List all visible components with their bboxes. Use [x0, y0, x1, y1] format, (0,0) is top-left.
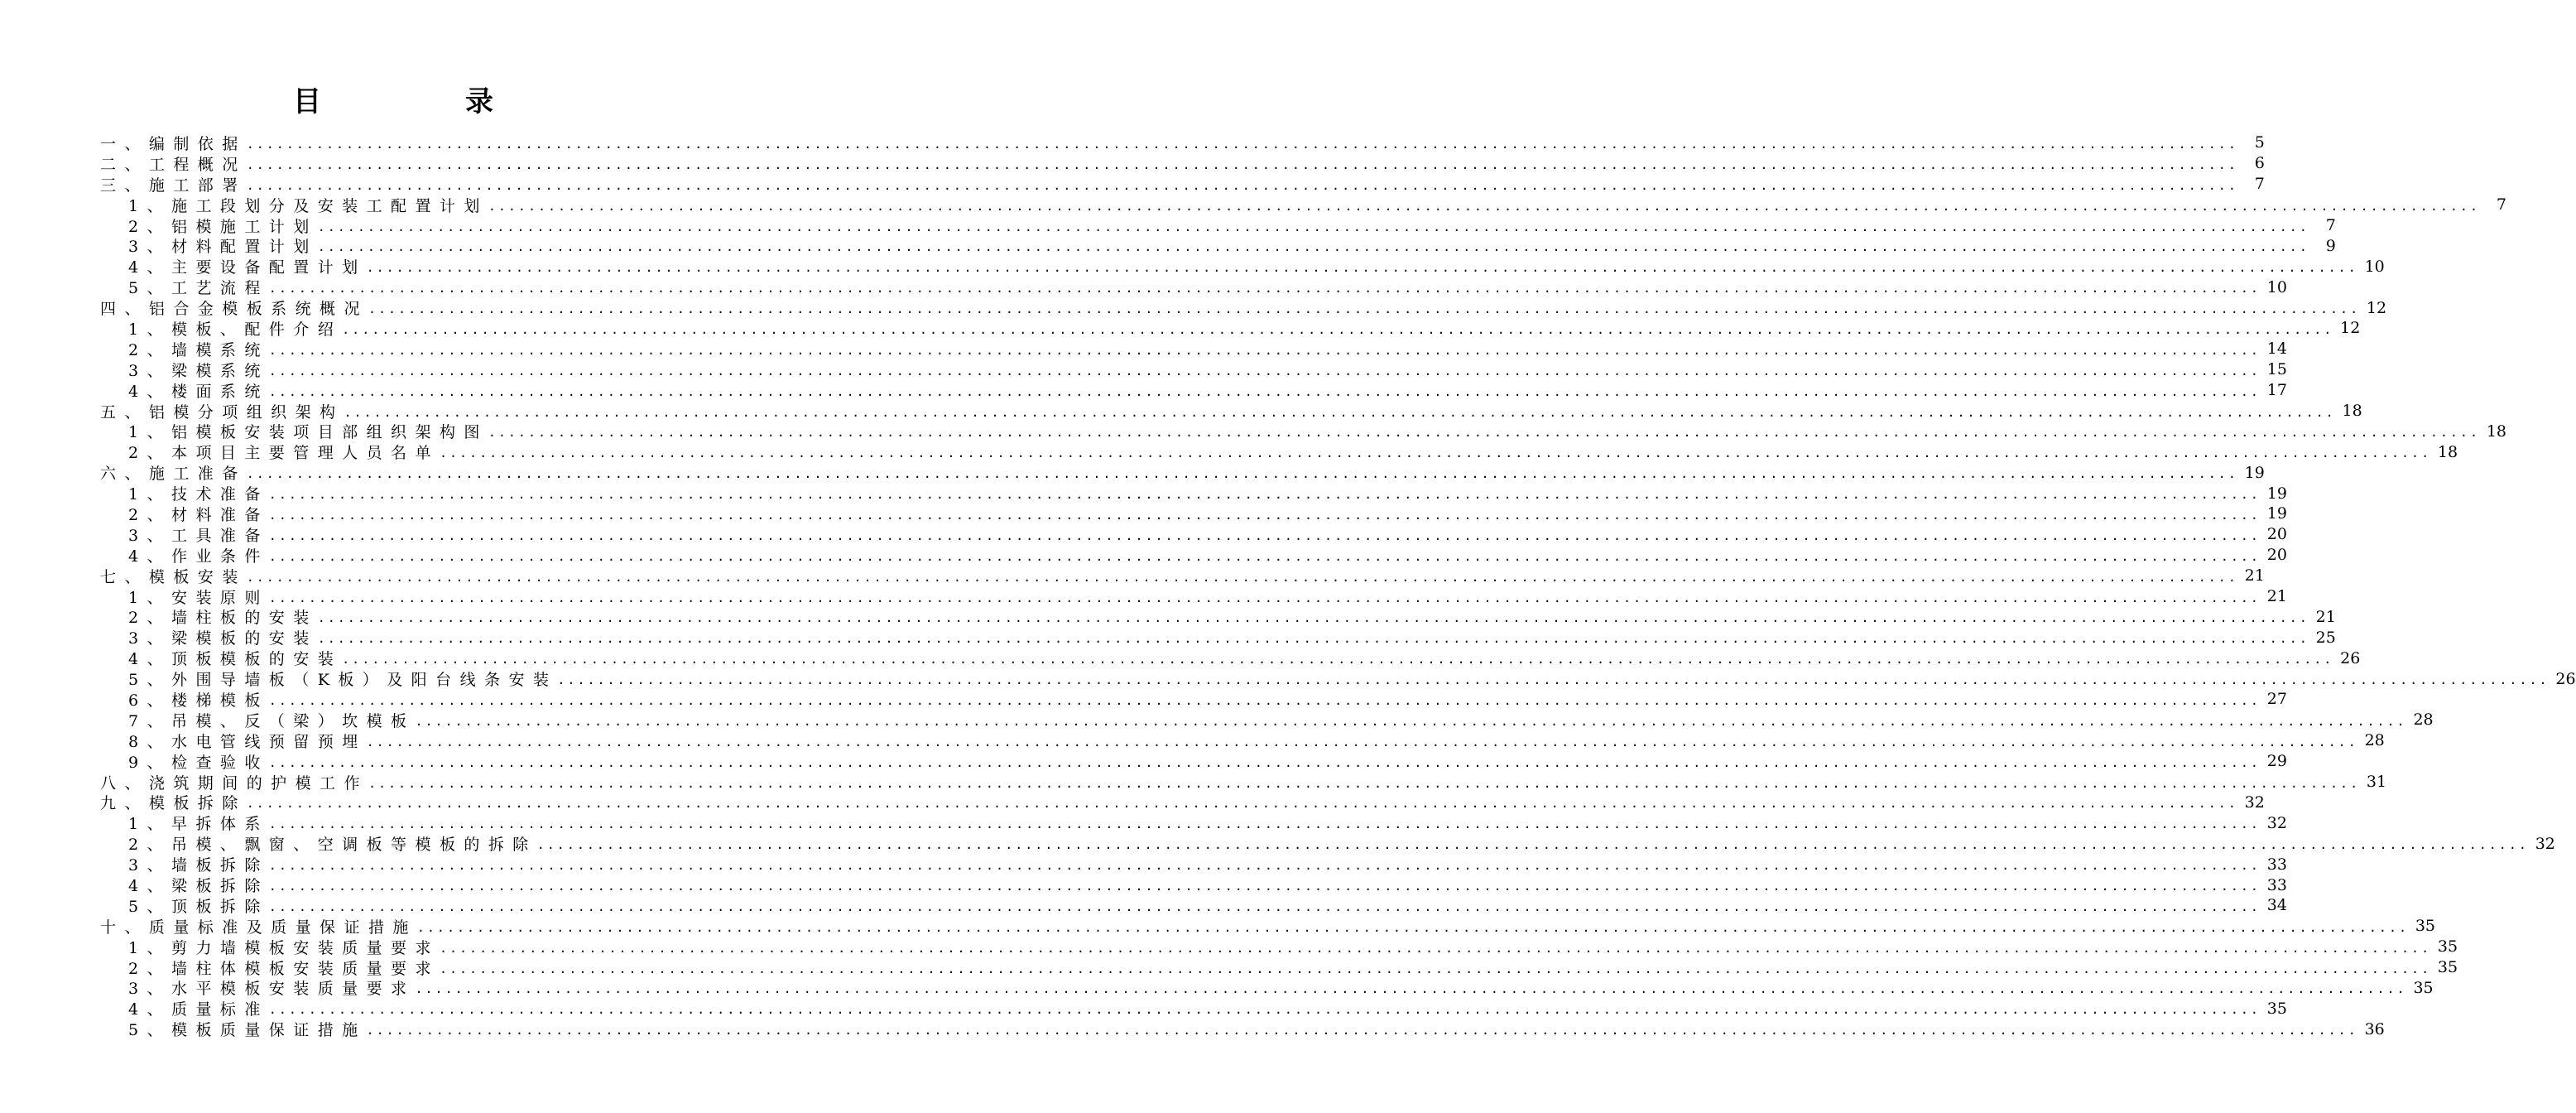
toc-page-number: 34: [2266, 896, 2287, 915]
toc-entry-label: 1、安装原则: [128, 588, 269, 607]
toc-page-number: 21: [2315, 607, 2336, 626]
toc-dot-leader: ........................................................................................................................................................................................................: [268, 858, 2261, 874]
toc-entry[interactable]: [100, 566, 2265, 586]
toc-entry-label: 四、铝合金模板系统概况: [100, 300, 368, 319]
toc-dot-leader: ........................................................................................................................................................................................................: [317, 219, 2309, 234]
toc-entry[interactable]: [100, 339, 2287, 359]
toc-page-number: 25: [2315, 628, 2336, 647]
toc-dot-leader: ........................................................................................................................................................................................................: [342, 321, 2334, 337]
toc-entry[interactable]: [100, 648, 2361, 669]
toc-dot-leader: ........................................................................................................................................................................................................: [268, 363, 2261, 378]
toc-entry[interactable]: [100, 441, 2458, 463]
toc-entry[interactable]: [100, 421, 2506, 442]
toc-page-number: 27: [2266, 690, 2287, 709]
toc-dot-leader: ........................................................................................................................................................................................................: [366, 734, 2358, 749]
toc-entry-label: 4、顶板模板的安装: [128, 650, 343, 669]
toc-entry[interactable]: [100, 751, 2287, 772]
toc-entry[interactable]: [100, 380, 2287, 401]
toc-entry[interactable]: [100, 895, 2287, 916]
toc-page-number: 7: [2496, 195, 2506, 214]
toc-entry-label: 7、吊模、反（梁）坎模板: [128, 711, 416, 730]
toc-entry-label: 1、剪力墙模板安装质量要求: [128, 938, 440, 957]
toc-page-number: 6: [2254, 154, 2265, 173]
toc-page-number: 32: [2266, 813, 2287, 832]
toc-dot-leader: ........................................................................................................................................................................................................: [268, 487, 2261, 503]
toc-entry-label: 2、墙柱体模板安装质量要求: [128, 959, 440, 978]
toc-entry[interactable]: [100, 277, 2287, 298]
toc-entry-label: 4、楼面系统: [128, 382, 269, 401]
toc-dot-leader: ........................................................................................................................................................................................................: [488, 425, 2480, 441]
toc-entry-label: 6、楼梯模板: [128, 691, 269, 710]
toc-dot-leader: ........................................................................................................................................................................................................: [246, 177, 2238, 193]
toc-page-number: 35: [2415, 917, 2436, 936]
toc-dot-leader: ........................................................................................................................................................................................................: [246, 157, 2238, 172]
toc-entry-label: 2、墙模系统: [128, 340, 269, 359]
toc-entry-label: 5、模板质量保证措施: [128, 1021, 367, 1040]
toc-dot-leader: ........................................................................................................................................................................................................: [415, 713, 2407, 729]
toc-page-number: 18: [2486, 422, 2506, 441]
toc-entry-label: 五、铝模分项组织架构: [100, 402, 344, 422]
toc-entry[interactable]: [100, 524, 2287, 545]
toc-entry-label: 1、施工段划分及安装工配置计划: [128, 196, 488, 215]
toc-dot-leader: ........................................................................................................................................................................................................: [268, 281, 2261, 296]
toc-dot-leader: ........................................................................................................................................................................................................: [416, 919, 2410, 935]
toc-dot-leader: ........................................................................................................................................................................................................: [488, 198, 2480, 214]
toc-entry-label: 5、工艺流程: [128, 279, 269, 298]
toc-entry[interactable]: [100, 235, 2336, 257]
toc-page-number: 28: [2413, 711, 2434, 730]
toc-entry-label: 二、工程概况: [100, 155, 247, 174]
toc-entry-label: 9、检查验收: [128, 753, 269, 772]
toc-entry-label: 4、质量标准: [128, 1000, 269, 1019]
toc-entry-label: 3、墙板拆除: [128, 856, 269, 875]
toc-dot-leader: ........................................................................................................................................................................................................: [268, 899, 2261, 914]
toc-entry-label: 三、施工部署: [100, 176, 247, 195]
toc-entry[interactable]: [100, 957, 2458, 978]
toc-page-number: 10: [2364, 257, 2385, 276]
toc-entry-label: 4、作业条件: [128, 547, 269, 566]
toc-entry[interactable]: [100, 256, 2385, 277]
toc-page-number: 35: [2266, 999, 2287, 1018]
toc-entry[interactable]: [100, 833, 2555, 855]
toc-entry-label: 3、梁模板的安装: [128, 629, 318, 648]
toc-entry[interactable]: [100, 195, 2506, 215]
toc-entry-label: 六、施工准备: [100, 465, 247, 484]
toc-entry-label: 2、吊模、飘窗、空调板等模板的拆除: [128, 836, 537, 855]
toc-entry[interactable]: [100, 132, 2265, 153]
toc-page-number: 35: [2413, 978, 2434, 997]
toc-page-number: 26: [2340, 648, 2361, 667]
toc-entry[interactable]: [100, 998, 2287, 1019]
toc-entry[interactable]: [100, 483, 2287, 504]
toc-entry-label: 5、外围导墙板（K板）及阳台线条安装: [128, 671, 558, 690]
toc-entry-label: 2、铝模施工计划: [128, 217, 318, 236]
toc-entry[interactable]: [100, 812, 2287, 834]
toc-dot-leader: ........................................................................................................................................................................................................: [246, 569, 2238, 585]
toc-dot-leader: ........................................................................................................................................................................................................: [317, 239, 2309, 255]
toc-dot-leader: ........................................................................................................................................................................................................: [268, 590, 2261, 605]
toc-dot-leader: ........................................................................................................................................................................................................: [268, 1002, 2261, 1018]
toc-dot-leader: ........................................................................................................................................................................................................: [366, 260, 2358, 276]
toc-entry-label: 8、水电管线预留预埋: [128, 732, 367, 751]
toc-entry[interactable]: [100, 627, 2336, 648]
toc-dot-leader: ........................................................................................................................................................................................................: [268, 817, 2261, 832]
toc-entry[interactable]: [100, 545, 2287, 566]
toc-dot-leader: ........................................................................................................................................................................................................: [317, 610, 2309, 626]
toc-dot-leader: ........................................................................................................................................................................................................: [439, 446, 2432, 461]
toc-entry-label: 一、编制依据: [100, 134, 247, 153]
toc-dot-leader: ........................................................................................................................................................................................................: [557, 672, 2550, 688]
toc-entry[interactable]: [100, 689, 2287, 710]
toc-page-number: 10: [2266, 277, 2287, 296]
toc-dot-leader: ........................................................................................................................................................................................................: [268, 383, 2261, 399]
toc-entry[interactable]: [100, 586, 2287, 607]
toc-entry-label: 1、铝模板安装项目部组织架构图: [128, 423, 488, 442]
toc-entry-label: 5、顶板拆除: [128, 897, 269, 916]
toc-entry[interactable]: [100, 874, 2287, 896]
toc-entry[interactable]: [100, 916, 2436, 937]
toc-dot-leader: ........................................................................................................................................................................................................: [246, 136, 2238, 152]
toc-dot-leader: ........................................................................................................................................................................................................: [268, 528, 2261, 543]
toc-page-number: 28: [2364, 731, 2385, 750]
toc-entry-label: 1、技术准备: [128, 485, 269, 504]
toc-entry-label: 1、早拆体系: [128, 815, 269, 834]
toc-page-number: 19: [2244, 463, 2265, 482]
toc-page-number: 20: [2266, 525, 2287, 544]
toc-page-number: 7: [2325, 216, 2336, 234]
toc-page-number: 26: [2555, 669, 2576, 688]
toc-dot-leader: ........................................................................................................................................................................................................: [268, 754, 2261, 770]
toc-entry[interactable]: [100, 215, 2336, 236]
toc-page-number: 7: [2254, 175, 2265, 194]
toc-entry-label: 3、材料配置计划: [128, 238, 318, 257]
toc-page-number: 5: [2254, 133, 2265, 152]
toc-page-number: 9: [2325, 236, 2336, 255]
toc-page-number: 14: [2266, 340, 2287, 359]
toc-page-number: 12: [2366, 298, 2387, 317]
toc-entry-label: 4、主要设备配置计划: [128, 258, 367, 277]
toc-page-number: 15: [2266, 360, 2287, 379]
toc-dot-leader: ........................................................................................................................................................................................................: [366, 1023, 2358, 1038]
toc-dot-leader: ........................................................................................................................................................................................................: [268, 507, 2261, 523]
toc-entry-label: 2、本项目主要管理人员名单: [128, 444, 440, 463]
toc-entry[interactable]: [100, 174, 2265, 195]
toc-entry[interactable]: [100, 668, 2576, 690]
toc-entry-label: 2、材料准备: [128, 505, 269, 524]
toc-dot-leader: ........................................................................................................................................................................................................: [268, 879, 2261, 894]
toc-page-number: 19: [2266, 484, 2287, 503]
toc-dot-leader: ........................................................................................................................................................................................................: [536, 837, 2529, 853]
toc-dot-leader: ........................................................................................................................................................................................................: [246, 466, 2238, 482]
toc-page-number: 12: [2340, 319, 2361, 338]
toc-entry-label: 九、模板拆除: [100, 794, 247, 813]
toc-entry[interactable]: [100, 793, 2265, 813]
toc-entry[interactable]: [100, 978, 2434, 999]
toc-dot-leader: ........................................................................................................................................................................................................: [368, 775, 2361, 791]
toc-page-number: 18: [2437, 442, 2458, 461]
toc-entry-label: 七、模板安装: [100, 567, 247, 586]
toc-entry-label: 十、质量标准及质量保证措施: [100, 918, 417, 937]
toc-entry[interactable]: [100, 730, 2385, 751]
toc-dot-leader: ........................................................................................................................................................................................................: [317, 631, 2309, 647]
toc-entry-label: 3、工具准备: [128, 526, 269, 545]
toc-dot-leader: ........................................................................................................................................................................................................: [415, 981, 2407, 997]
page-title: 目 录: [293, 85, 551, 118]
toc-entry[interactable]: [100, 772, 2387, 793]
toc-page-number: 20: [2266, 546, 2287, 565]
toc-page-number: 33: [2266, 875, 2287, 894]
toc-page-number: 31: [2366, 773, 2387, 792]
toc-page-number: 35: [2437, 937, 2458, 956]
toc-entry[interactable]: [100, 462, 2265, 484]
toc-entry-label: 2、墙柱板的安装: [128, 609, 318, 628]
toc-dot-leader: ........................................................................................................................................................................................................: [368, 301, 2361, 317]
toc-dot-leader: ........................................................................................................................................................................................................: [439, 940, 2432, 956]
toc-entry[interactable]: [100, 504, 2287, 524]
toc-dot-leader: ........................................................................................................................................................................................................: [246, 796, 2238, 812]
toc-page-number: 29: [2266, 752, 2287, 771]
toc-page-number: 19: [2266, 504, 2287, 523]
toc-entry[interactable]: [100, 153, 2265, 174]
toc-entry-label: 4、梁板拆除: [128, 877, 269, 896]
toc-entry[interactable]: [100, 1019, 2385, 1040]
toc-entry-label: 3、水平模板安装质量要求: [128, 980, 416, 999]
toc-page-number: 32: [2535, 834, 2555, 853]
toc-entry-label: 1、模板、配件介绍: [128, 320, 343, 339]
toc-dot-leader: ........................................................................................................................................................................................................: [344, 404, 2336, 420]
toc-page-number: 35: [2437, 958, 2458, 977]
toc-dot-leader: ........................................................................................................................................................................................................: [439, 961, 2432, 976]
toc-page-number: 21: [2266, 587, 2287, 606]
toc-entry[interactable]: [100, 710, 2434, 730]
toc-entry[interactable]: [100, 359, 2287, 380]
toc-entry-label: 3、梁模系统: [128, 361, 269, 380]
toc-entry[interactable]: [100, 297, 2387, 319]
table-of-contents: [100, 132, 2576, 1040]
toc-dot-leader: ........................................................................................................................................................................................................: [268, 692, 2261, 708]
toc-page-number: 17: [2266, 381, 2287, 400]
toc-dot-leader: ........................................................................................................................................................................................................: [268, 342, 2261, 358]
toc-entry[interactable]: [100, 318, 2361, 339]
toc-page-number: 18: [2342, 402, 2362, 421]
toc-page-number: 36: [2364, 1019, 2385, 1038]
toc-entry[interactable]: [100, 854, 2287, 875]
toc-entry[interactable]: [100, 401, 2362, 422]
toc-dot-leader: ........................................................................................................................................................................................................: [342, 652, 2334, 667]
toc-dot-leader: ........................................................................................................................................................................................................: [268, 548, 2261, 564]
toc-entry[interactable]: [100, 937, 2458, 957]
toc-page-number: 33: [2266, 855, 2287, 874]
toc-entry[interactable]: [100, 606, 2336, 628]
toc-page-number: 21: [2244, 566, 2265, 585]
toc-entry-label: 八、浇筑期间的护模工作: [100, 773, 368, 793]
toc-page-number: 32: [2244, 793, 2265, 812]
